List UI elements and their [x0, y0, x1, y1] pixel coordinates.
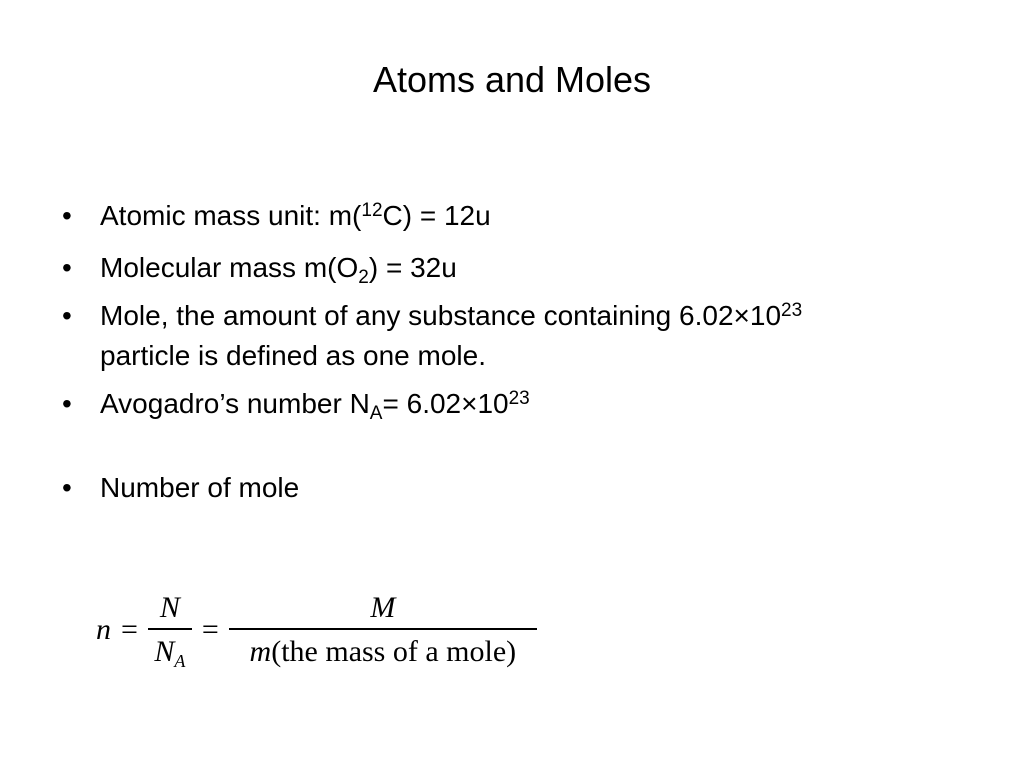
denominator-subscript: A — [174, 650, 186, 671]
fraction-bar — [148, 628, 192, 630]
bullet-text: Molecular mass m(O — [100, 252, 359, 283]
bullet-molecular-mass — [62, 248, 992, 288]
subscript: A — [369, 403, 383, 424]
superscript: 23 — [508, 388, 530, 409]
bullet-text-continued: particle is defined as one mole. — [100, 340, 486, 371]
equals-sign: = — [121, 612, 138, 646]
fraction-denominator — [248, 634, 519, 670]
subscript: 2 — [358, 267, 369, 288]
formula-lhs: n — [96, 612, 111, 646]
fraction-m-over-molar-mass — [229, 590, 537, 670]
bullet-atomic-mass-unit — [62, 196, 992, 236]
bullet-text: = 6.02×10 — [382, 388, 509, 419]
denominator-symbol: N — [154, 634, 175, 668]
bullet-marker: • — [62, 388, 72, 419]
bullet-list — [62, 196, 992, 508]
superscript: 23 — [781, 300, 803, 321]
bullet-marker: • — [62, 300, 72, 331]
bullet-marker: • — [62, 472, 72, 503]
bullet-text: C) = 12u — [382, 200, 491, 231]
bullet-marker: • — [62, 252, 72, 283]
fraction-denominator — [152, 634, 187, 670]
fraction-numerator: N — [159, 591, 180, 624]
bullet-text: Avogadro’s number N — [100, 388, 370, 419]
equals-sign: = — [201, 612, 219, 646]
fraction-bar — [229, 628, 537, 630]
bullet-text: ) = 32u — [368, 252, 457, 283]
bullet-number-of-mole — [62, 468, 992, 508]
slide-title: Atoms and Moles — [372, 59, 652, 100]
denominator-text: (the mass of a mole) — [271, 634, 517, 668]
bullet-text: Atomic mass unit: m( — [100, 200, 362, 231]
bullet-avogadro-number — [62, 384, 992, 424]
superscript: 12 — [361, 200, 383, 221]
fraction-n-over-na — [148, 590, 192, 670]
bullet-mole-definition — [62, 296, 992, 376]
bullet-text: Mole, the amount of any substance containing 6.02×10 — [100, 300, 782, 331]
mole-formula — [96, 590, 537, 670]
bullet-text: Number of mole — [100, 472, 300, 503]
bullet-marker: • — [62, 200, 72, 231]
formula-row — [96, 590, 537, 670]
fraction-numerator: M — [370, 591, 396, 624]
denominator-variable: m — [249, 634, 272, 668]
